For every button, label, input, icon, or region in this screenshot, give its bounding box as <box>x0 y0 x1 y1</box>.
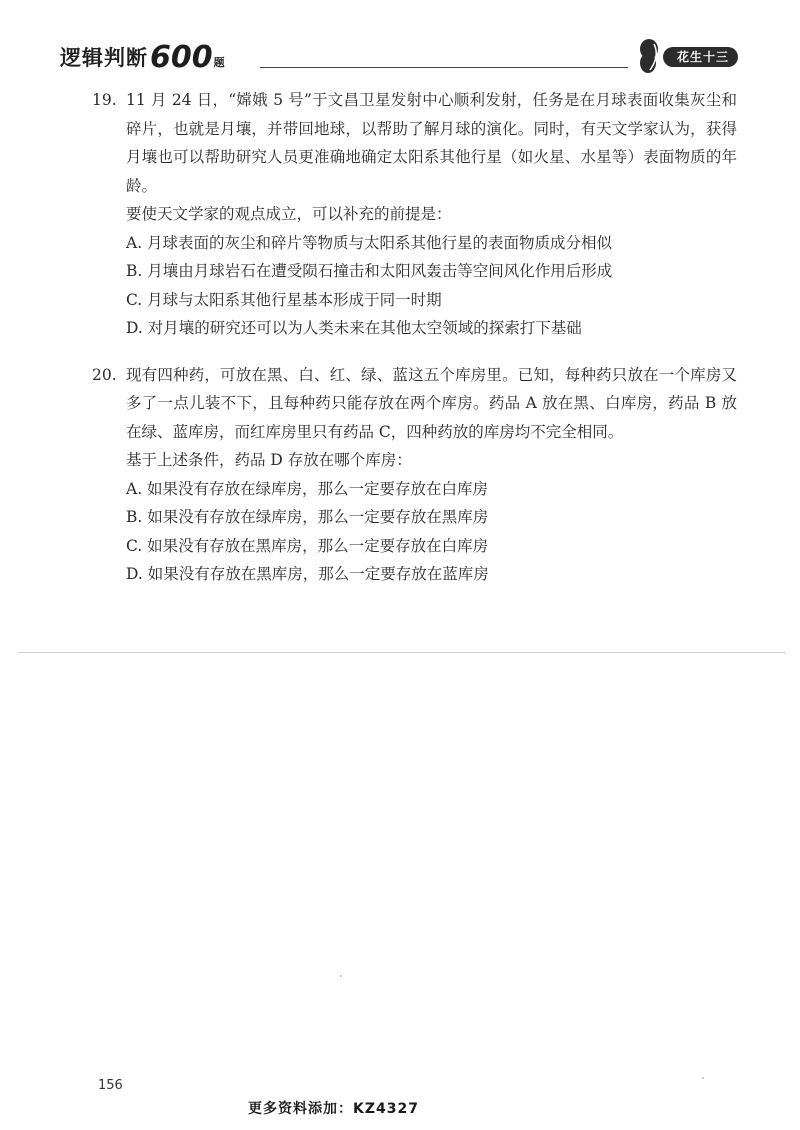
question-20 <box>92 361 737 589</box>
question-19 <box>92 86 737 343</box>
question-number: 19. <box>92 91 117 109</box>
question-prompt: 要使天文学家的观点成立，可以补充的前提是： <box>126 205 452 223</box>
question-stem: 11 月 24 日，“嫦娥 5 号”于文昌卫星发射中心顺利发射，任务是在月球表面收集灰尘和碎片，也就是月壤，并带回地球，以帮助了解月球的演化。同时，有天文学家认为，获得月壤也可以帮助研究人员更准确地确定太阳系其他行星（如火星、水星等）表面物质的年龄。 <box>126 91 737 195</box>
option-a: A. 如果没有存放在绿库房，那么一定要存放在白库房 <box>126 479 489 498</box>
option-b: B. 月壤由月球岩石在遭受陨石撞击和太阳风轰击等空间风化作用后形成 <box>126 262 613 280</box>
book-title-number: 600 <box>150 40 213 75</box>
book-title-text: 逻辑判断 <box>60 46 148 70</box>
option-d: D. 对月壤的研究还可以为人类未来在其他太空领域的探索打下基础 <box>126 319 582 337</box>
page-number: 156 <box>98 1078 123 1093</box>
page-header <box>60 38 740 78</box>
publisher-logo <box>628 38 740 74</box>
book-title <box>60 40 225 75</box>
question-prompt: 基于上述条件，药品 D 存放在哪个库房： <box>126 451 412 469</box>
logo-text: 花生十三 <box>663 47 738 67</box>
book-title-suffix: 题 <box>213 56 225 69</box>
question-list <box>92 86 737 589</box>
peanut-logo-icon <box>634 38 664 74</box>
option-c: C. 如果没有存放在黑库房，那么一定要存放在白库房 <box>126 536 489 555</box>
option-c: C. 月球与太阳系其他行星基本形成于同一时期 <box>126 290 442 309</box>
question-stem: 现有四种药，可放在黑、白、红、绿、蓝这五个库房里。已知，每种药只放在一个库房又多了一点儿装不下，且每种药只能存放在两个库房。药品 A 放在黑、白库房，药品 B 放在绿、蓝库房，而红库房里只有药品 C，四种药放的库房均不完全相同。 <box>126 365 737 441</box>
section-divider <box>18 652 786 653</box>
footer-note: 更多资料添加：KZ4327 <box>248 1101 419 1117</box>
question-number: 20. <box>92 365 117 384</box>
option-a: A. 月球表面的灰尘和碎片等物质与太阳系其他行星的表面物质成分相似 <box>126 233 613 252</box>
header-rule <box>260 67 628 68</box>
scan-speck <box>340 975 342 977</box>
option-d: D. 如果没有存放在黑库房，那么一定要存放在蓝库房 <box>126 565 489 583</box>
scan-speck <box>702 1077 704 1079</box>
option-b: B. 如果没有存放在绿库房，那么一定要存放在黑库房 <box>126 508 489 526</box>
